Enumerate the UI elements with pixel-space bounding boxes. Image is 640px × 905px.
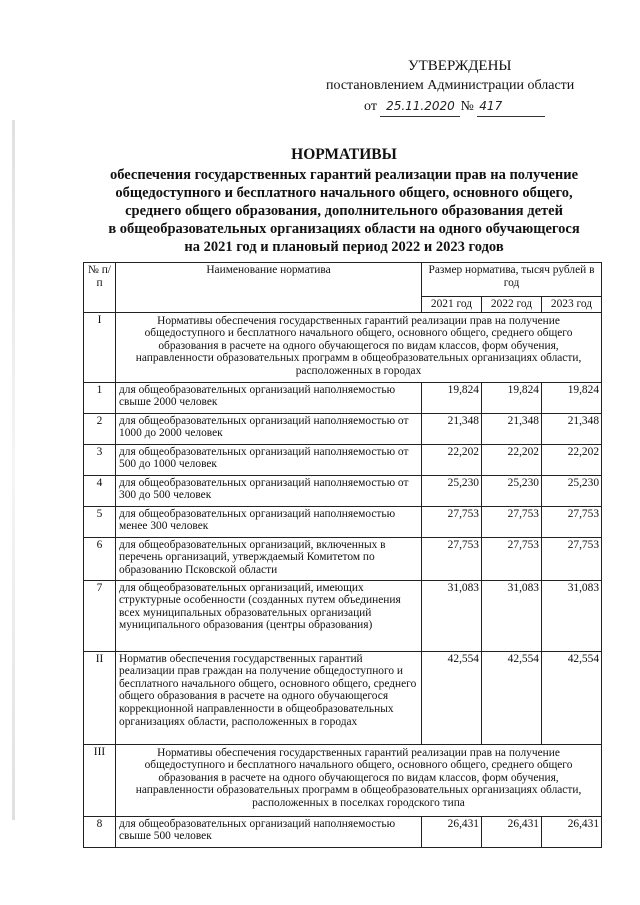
row-value-2022: 19,824 [482,382,542,413]
section-value-2023: 42,554 [542,651,602,744]
row-value-2022: 21,348 [482,413,542,444]
approval-authority: постановлением Администрации области [326,78,575,93]
row-value-2021: 31,083 [422,580,482,651]
row-num: 5 [84,506,116,537]
header-size: Размер норматива, тысяч рублей в год [422,263,602,297]
row-value-2022: 26,431 [482,816,542,847]
row-num: 1 [84,382,116,413]
row-name: для общеобразовательных организаций наполняемостью свыше 2000 человек [116,382,422,413]
table-row [84,816,602,847]
row-name: для общеобразовательных организаций наполняемостью от 1000 до 2000 человек [116,413,422,444]
title-heading: НОРМАТИВЫ [291,146,397,163]
section-text: Нормативы обеспечения государственных гарантий реализации прав на получение общедоступного и бесплатного начального общего, основного общего, среднего общего образования в расчете на одного обучающегося по видам классов, форм обучения, направленности образовательных программ в общеобразовательных организациях области, расположенных в поселках городского типа [116,744,602,816]
document-title [84,146,604,256]
row-name: для общеобразовательных организаций наполняемостью менее 300 человек [116,506,422,537]
header-year-2023: 2023 год [542,297,602,313]
table-row [84,382,602,413]
number-label: № [460,99,474,114]
row-value-2023: 27,753 [542,537,602,580]
row-value-2023: 26,431 [542,816,602,847]
scan-edge-shadow [12,120,15,820]
row-value-2023: 31,083 [542,580,602,651]
row-name: для общеобразовательных организаций, имеющих структурные особенности (созданных путем объединения всех муниципальных образовательных организаций муниципального образования (центры образования) [116,580,422,651]
table-row [84,506,602,537]
row-value-2021: 27,753 [422,537,482,580]
row-name: для общеобразовательных организаций наполняемостью от 300 до 500 человек [116,475,422,506]
header-year-2022: 2022 год [482,297,542,313]
row-num: 4 [84,475,116,506]
row-name: для общеобразовательных организаций наполняемостью свыше 500 человек [116,816,422,847]
row-value-2023: 27,753 [542,506,602,537]
table-row [84,444,602,475]
row-value-2021: 26,431 [422,816,482,847]
title-line-5: на 2021 год и плановый период 2022 и 2023 годов [184,239,504,255]
from-label: от [364,99,377,114]
section-row [84,744,602,816]
section-num: II [84,651,116,744]
table-row [84,413,602,444]
title-line-1: обеспечения государственных гарантий реализации прав на получение [109,167,578,183]
row-value-2021: 21,348 [422,413,482,444]
section-num: I [84,312,116,382]
row-value-2022: 22,202 [482,444,542,475]
section-text: Норматив обеспечения государственных гарантий реализации прав граждан на получение общедоступного и бесплатного начального общего, основного общего, среднего общего образования в расчете на одного обучающегося коррекционной направленности в общеобразовательных организациях области, расположенных в городах [116,651,422,744]
header-year-2021: 2021 год [422,297,482,313]
table-row [84,580,602,651]
row-value-2021: 19,824 [422,382,482,413]
row-value-2023: 22,202 [542,444,602,475]
row-value-2022: 27,753 [482,506,542,537]
title-line-2: общедоступного и бесплатного начального общего, основного общего, [115,185,573,201]
section-value-2021: 42,554 [422,651,482,744]
row-name: для общеобразовательных организаций наполняемостью от 500 до 1000 человек [116,444,422,475]
section-num: III [84,744,116,816]
row-value-2021: 27,753 [422,506,482,537]
header-num: № п/п [84,263,116,313]
title-line-4: в общеобразовательных организациях области на одного обучающегося [108,221,580,237]
approval-date-line [300,96,600,117]
approval-title: УТВЕРЖДЕНЫ [408,58,512,74]
approval-block [300,56,600,117]
section-row-values [84,651,602,744]
table-row [84,537,602,580]
row-num: 3 [84,444,116,475]
row-value-2021: 22,202 [422,444,482,475]
row-num: 6 [84,537,116,580]
section-value-2022: 42,554 [482,651,542,744]
table-row [84,475,602,506]
section-text: Нормативы обеспечения государственных гарантий реализации прав на получение общедоступного и бесплатного начального общего, основного общего, среднего общего образования в расчете на одного обучающегося по видам классов, форм обучения, направленности образовательных программ в общеобразовательных организациях области, расположенных в городах [116,312,602,382]
row-num: 8 [84,816,116,847]
normatives-table [83,262,602,848]
row-value-2022: 27,753 [482,537,542,580]
row-name: для общеобразовательных организаций, включенных в перечень организаций, утверждаемый Комитетом по образованию Псковской области [116,537,422,580]
row-value-2023: 25,230 [542,475,602,506]
row-value-2022: 31,083 [482,580,542,651]
title-line-3: среднего общего образования, дополнительного образования детей [125,203,563,219]
handwritten-number: 417 [477,96,545,117]
row-value-2021: 25,230 [422,475,482,506]
section-row [84,312,602,382]
row-num: 7 [84,580,116,651]
row-value-2023: 21,348 [542,413,602,444]
row-value-2022: 25,230 [482,475,542,506]
handwritten-date: 25.11.2020 [380,96,460,117]
row-value-2023: 19,824 [542,382,602,413]
header-name: Наименование норматива [116,263,422,313]
row-num: 2 [84,413,116,444]
